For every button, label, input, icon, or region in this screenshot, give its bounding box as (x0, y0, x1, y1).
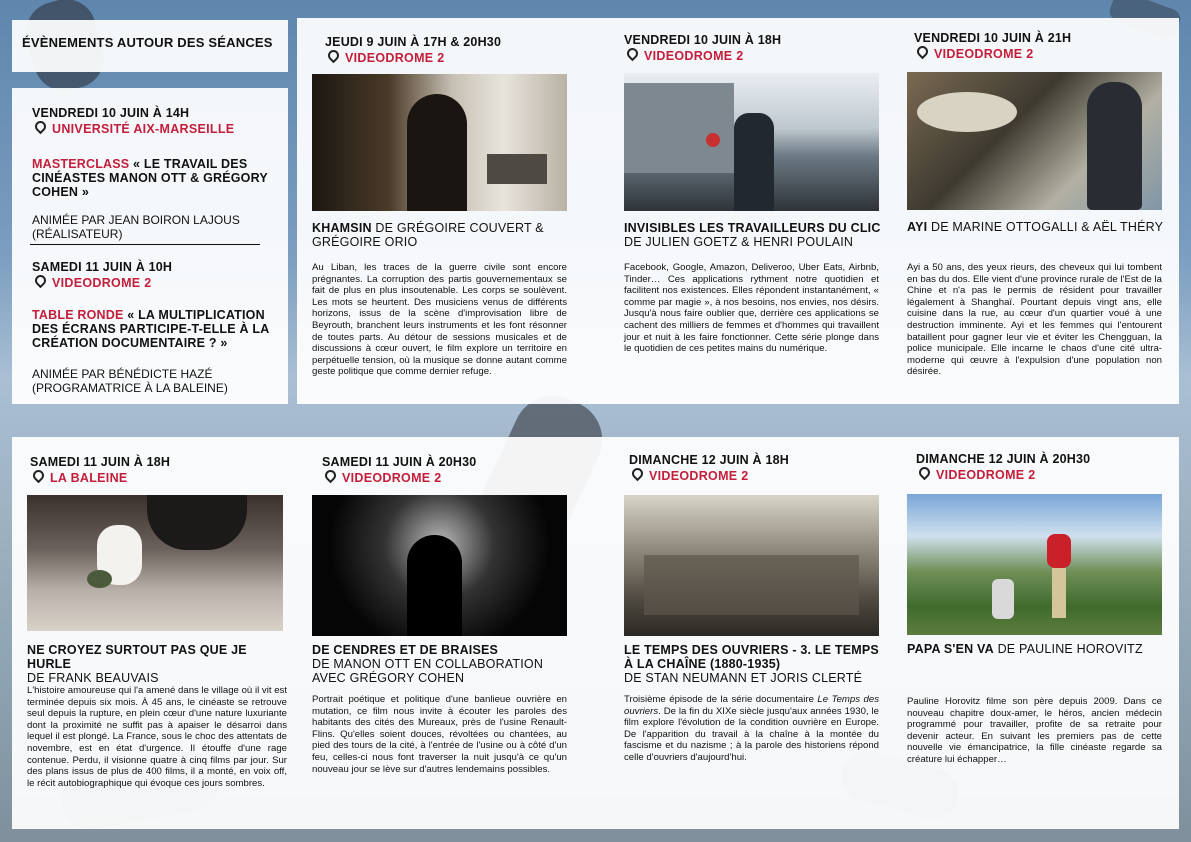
film-card (322, 455, 577, 486)
film-title: DE CENDRES ET DE BRAISES DE MANON OTT EN COLLABORATION AVEC GRÉGORY COHEN (312, 643, 544, 685)
film-title: INVISIBLES LES TRAVAILLEURS DU CLIC DE JULIEN GOETZ & HENRI POULAIN (624, 221, 881, 249)
map-pin-icon (33, 273, 49, 289)
event-venue: UNIVERSITÉ AIX-MARSEILLE (32, 121, 282, 137)
event-date: SAMEDI 11 JUIN À 10H (32, 260, 173, 274)
film-description: Ayi a 50 ans, des yeux rieurs, des cheveux qui lui tombent en bas du dos. Elle vient d'une province rurale de l'Est de la Chine et n'a pas le permis de résident pour travailler légalement à Shanghaï. Pourtant depuis vingt ans, elle cuisine dans la rue, au cœur d'un quartier voué à une destruction imminente. Ayi et les femmes qui l'entourent bataillent pour gagner leur vie et éviter les Chengguan, la police municipale. Elle incarne le chaos d'une cité ultra-moderne qui œuvre à l'expulsion d'une population non désirée. (907, 262, 1162, 378)
film-venue: VIDEODROME 2 (312, 50, 567, 66)
film-description: Facebook, Google, Amazon, Deliveroo, Uber Eats, Airbnb, Tinder… Ces applications rythment notre quotidien et facilitent nos existences. Elles répondent instantanément, « comme par magie », à nos besoins, nos envies, nos désirs. Jusqu'à nous faire oublier que, derrière ces applications se cachent des milliers de femmes et d'hommes qui travaillent jour et nuit à les faire fonctionner. Cette série plonge dans le quotidien de ces petites mains du numérique. (624, 262, 879, 355)
film-description: L'histoire amoureuse qui l'a amené dans le village où il vit est terminée depuis six mois. À 45 ans, le cinéaste se retrouve seul depuis la rupture, en plein cœur d'une nature luxuriante dont la proximité ne suffit pas à apaiser le désarroi dans lequel il est plongé. La France, sous le choc des attentats de novembre, est en état d'urgence. Il étouffe d'une rage contenue. Perdu, il visionne quatre à cinq films par jour. Sur des plans issus de plus de 400 films, il a monté, en voix off, le récit autobiographique qui évoque ces jours sombres. (27, 685, 287, 789)
side-event (32, 260, 282, 395)
side-event (32, 106, 282, 241)
film-title: NE CROYEZ SURTOUT PAS QUE JE HURLE DE FRANK BEAUVAIS (27, 643, 247, 685)
event-title: TABLE RONDE « LA MULTIPLICATION DES ÉCRANS PARTICIPE-T-ELLE À LA CRÉATION DOCUMENTAIRE ? » (32, 308, 269, 350)
film-title: LE TEMPS DES OUVRIERS - 3. LE TEMPS À LA CHAÎNE (1880-1935) DE STAN NEUMANN ET JORIS CLERTÉ (624, 643, 879, 685)
event-title: MASTERCLASS « LE TRAVAIL DES CINÉASTES MANON OTT & GRÉGORY COHEN » (32, 157, 268, 199)
film-description: Troisième épisode de la série documentaire Le Temps des ouvriers. De la fin du XIXe siècle jusqu'aux années 1930, le film explore l'évolution de la condition ouvrière en Europe. De l'apparition du travail à la chaîne à la montée du fascisme et du nazisme ; à la parole des historiens répond celle d'ouvriers d'aujourd'hui. (624, 694, 879, 763)
film-title: PAPA S'EN VA DE PAULINE HOROVITZ (907, 642, 1143, 656)
film-venue: VIDEODROME 2 (629, 468, 884, 484)
film-title: KHAMSIN DE GRÉGOIRE COUVERT & GRÉGOIRE ORIO (312, 221, 544, 249)
film-card (30, 455, 285, 486)
film-still (312, 495, 567, 636)
film-still (624, 73, 879, 211)
map-pin-icon (326, 48, 342, 64)
film-card (916, 452, 1171, 483)
film-description: Au Liban, les traces de la guerre civile sont encore prégnantes. La corruption des partis gouvernementaux se fait de plus en plus insoutenable. Les corps se soulèvent. Les mots se heurtent. Des musiciens venus de différents horizons, issus de la scène d'improvisation libre de Beyrouth, branchent leurs instruments et les font résonner de toutes parts. Au détour de sessions musicales et de discussions à cœur ouvert, le film explore un territoire en perpétuelle tension, où la musique se donne autant comme geste politique que comme dernier refuge. (312, 262, 567, 378)
divider (30, 244, 260, 245)
event-venue: VIDEODROME 2 (32, 275, 282, 291)
film-venue: VIDEODROME 2 (322, 470, 577, 486)
event-kind: TABLE RONDE (32, 308, 124, 322)
page-title: ÉVÈNEMENTS AUTOUR DES SÉANCES (22, 35, 273, 50)
film-still (27, 495, 283, 631)
film-date: SAMEDI 11 JUIN À 18H (30, 455, 171, 469)
film-card (629, 453, 884, 484)
map-pin-icon (917, 465, 933, 481)
map-pin-icon (630, 466, 646, 482)
film-date: DIMANCHE 12 JUIN À 20H30 (916, 452, 1091, 466)
film-date: DIMANCHE 12 JUIN À 18H (629, 453, 789, 467)
event-host: ANIMÉE PAR BÉNÉDICTE HAZÉ (PROGRAMATRICE À LA BALEINE) (32, 367, 228, 395)
film-still (907, 494, 1162, 635)
map-pin-icon (915, 44, 931, 60)
film-card (624, 33, 879, 64)
film-date: JEUDI 9 JUIN À 17H & 20H30 (325, 35, 502, 49)
map-pin-icon (625, 46, 641, 62)
film-card (312, 35, 567, 66)
film-date: SAMEDI 11 JUIN À 20H30 (322, 455, 477, 469)
film-venue: VIDEODROME 2 (914, 46, 1169, 62)
map-pin-icon (323, 468, 339, 484)
film-venue: LA BALEINE (30, 470, 285, 486)
event-date: VENDREDI 10 JUIN À 14H (32, 106, 190, 120)
film-description: Pauline Horovitz filme son père depuis 2009. Dans ce nouveau chapitre doux-amer, le héros, ancien médecin programmé pour travailler, profite de sa retraite pour devenir acteur. En suivant les premiers pas de cette nouvelle vie émancipatrice, la fille cinéaste regarde sa créature lui échapper… (907, 696, 1162, 765)
event-kind: MASTERCLASS (32, 157, 130, 171)
film-venue: VIDEODROME 2 (624, 48, 879, 64)
film-still (624, 495, 879, 636)
film-card (914, 31, 1169, 62)
map-pin-icon (33, 119, 49, 135)
film-title: AYI DE MARINE OTTOGALLI & AËL THÉRY (907, 220, 1164, 234)
film-description: Portrait poétique et politique d'une banlieue ouvrière en mutation, ce film nous invite à écouter les paroles des habitants des cités des Mureaux, près de l'usine Renault-Flins. Qu'elles soient douces, révoltées ou chantées, au pied des tours de la cité, à l'entrée de l'usine ou à côté d'un feu, celles-ci nous font traverser la nuit jusqu'à ce qu'un nouveau jour se lève sur d'autres lendemains possibles. (312, 694, 567, 775)
map-pin-icon (31, 468, 47, 484)
film-still (907, 72, 1162, 210)
film-venue: VIDEODROME 2 (916, 467, 1171, 483)
film-date: VENDREDI 10 JUIN À 21H (914, 31, 1072, 45)
film-date: VENDREDI 10 JUIN À 18H (624, 33, 782, 47)
event-host: ANIMÉE PAR JEAN BOIRON LAJOUS (RÉALISATEUR) (32, 213, 240, 241)
film-still (312, 74, 567, 211)
